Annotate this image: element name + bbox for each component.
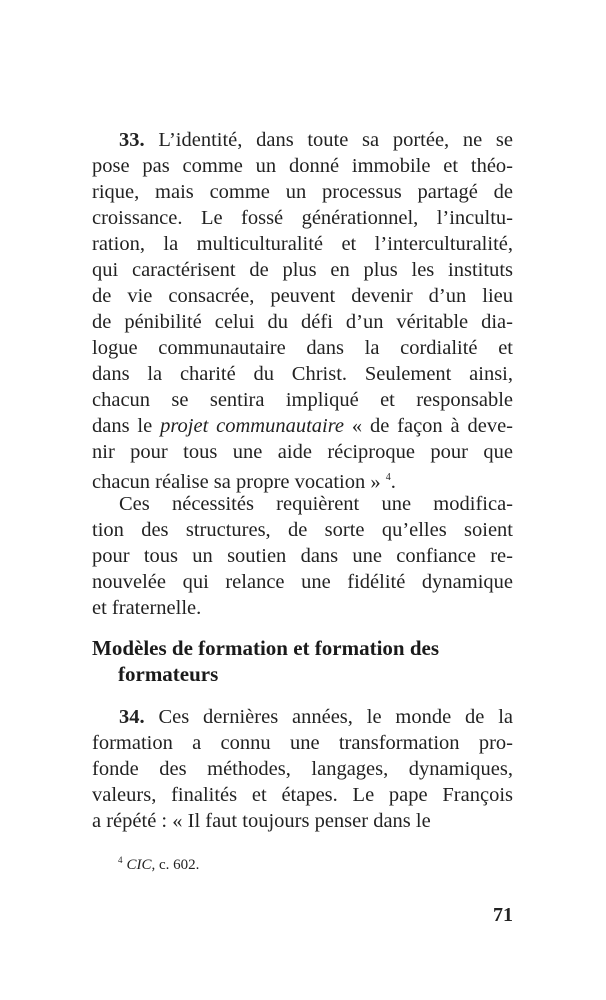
section-heading-line2: formateurs	[118, 662, 219, 686]
text-line	[92, 231, 513, 257]
text-line	[92, 543, 513, 569]
text-line	[119, 127, 513, 153]
footnote-number: 4	[118, 855, 123, 865]
text-line	[92, 756, 513, 782]
text-line	[92, 782, 513, 808]
text-line	[92, 730, 513, 756]
text-segment: dans le	[92, 415, 161, 437]
footnote-citation: CIC,	[126, 857, 156, 873]
text-segment: valeurs, finalités et étapes. Le pape François	[92, 784, 513, 806]
text-segment: chacun réalise sa propre vocation »	[92, 470, 386, 493]
text-segment: nouvelée qui relance une fidélité dynamique	[92, 571, 513, 593]
text-line	[92, 205, 513, 231]
text-line	[92, 413, 513, 439]
text-segment: ration, la multiculturalité et l’interculturalité,	[92, 233, 513, 255]
text-segment: logue communautaire dans la cordialité et	[92, 337, 513, 359]
text-segment: formation a connu une transformation pro-	[92, 732, 513, 754]
text-segment: chacun se sentira impliqué et responsable	[92, 389, 513, 411]
text-segment: a répété : « Il faut toujours penser dans le	[92, 810, 431, 832]
text-line	[92, 179, 513, 205]
text-segment: croissance. Le fossé générationnel, l’incultu-	[92, 207, 513, 229]
text-segment: pose pas comme un donné immobile et théo-	[92, 155, 513, 177]
text-segment: tion des structures, de sorte qu’elles soient	[92, 519, 513, 541]
text-line	[92, 309, 513, 335]
text-segment: de vie consacrée, peuvent devenir d’un lieu	[92, 285, 513, 307]
text-line	[119, 704, 513, 730]
text-line	[92, 439, 513, 465]
text-line	[92, 387, 513, 413]
section-heading-line1: Modèles de formation et formation des	[92, 636, 440, 660]
text-segment: pour tous un soutien dans une confiance re-	[92, 545, 513, 567]
text-line	[92, 257, 513, 283]
text-segment: fonde des méthodes, langages, dynamiques,	[92, 758, 513, 780]
text-segment: rique, mais comme un processus partagé de	[92, 181, 513, 203]
text-segment: 33.	[119, 129, 145, 151]
footnote	[118, 855, 199, 874]
page-number: 71	[493, 904, 513, 926]
footnote-ref: 4	[385, 472, 391, 483]
text-line	[92, 595, 513, 621]
text-segment: .	[390, 470, 396, 493]
text-line	[92, 569, 513, 595]
text-segment: et fraternelle.	[92, 597, 202, 619]
text-segment: de pénibilité celui du défi d’un véritable dia-	[92, 311, 513, 333]
text-segment: nir pour tous une aide réciproque pour que	[92, 441, 513, 463]
text-line	[92, 361, 513, 387]
text-line	[119, 491, 513, 517]
text-line	[92, 808, 513, 834]
text-segment: « de façon à deve-	[344, 415, 513, 437]
text-segment: L’identité, dans toute sa portée, ne se	[144, 129, 513, 151]
text-line	[92, 335, 513, 361]
text-segment: 34.	[119, 706, 145, 728]
text-segment: Ces dernières années, le monde de la	[144, 706, 513, 728]
text-line	[92, 283, 513, 309]
text-line	[92, 517, 513, 543]
text-line	[92, 153, 513, 179]
text-segment: dans la charité du Christ. Seulement ainsi,	[92, 363, 513, 385]
text-segment: Ces nécessités requièrent une modifica-	[119, 493, 513, 515]
text-segment: qui caractérisent de plus en plus les instituts	[92, 259, 513, 281]
text-segment: projet communautaire	[160, 415, 345, 437]
footnote-text: c. 602.	[155, 857, 200, 873]
